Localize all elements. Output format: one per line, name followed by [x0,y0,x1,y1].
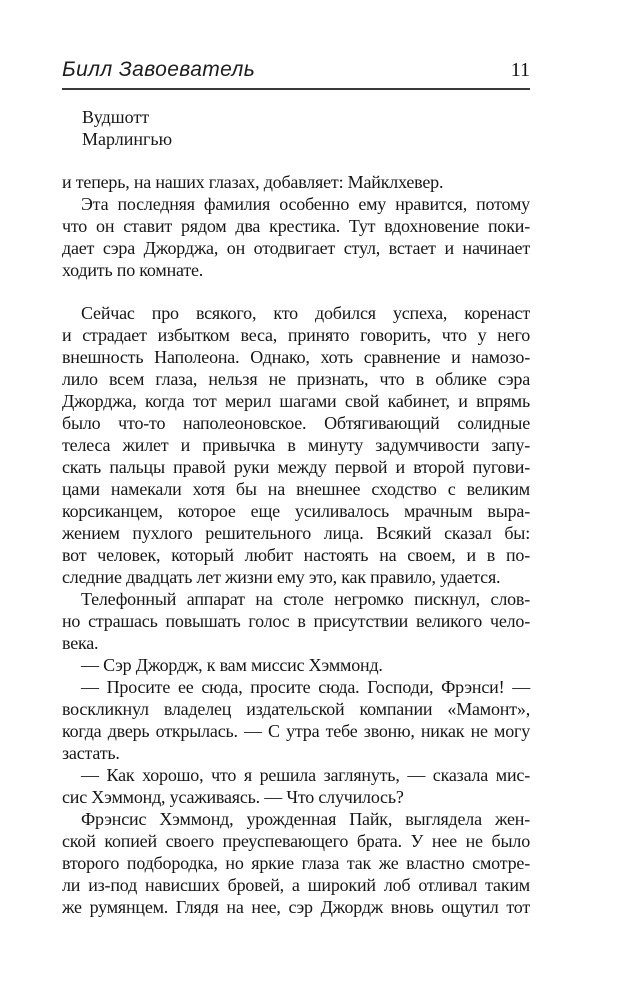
header-rule [62,88,530,90]
verse-line: Вудшотт [82,107,150,127]
paragraph [62,808,530,918]
paragraph [62,302,530,588]
text-line: телеса жилет и привычка в минуту задумчивости запу- [62,435,530,455]
text-line: цами намекали хотя бы на внешнее сходство с великим [62,479,530,499]
text-line: второго подбородка, но яркие глаза так же властно смотре- [62,853,530,873]
text-line: дает сэра Джорджа, он отодвигает стул, встает и начинает [62,238,530,258]
verse-block [62,106,530,150]
body-text [62,171,530,918]
text-line: следние двадцать лет жизни ему это, как правило, удается. [62,567,501,587]
text-line: корсиканцем, которое еще усиливалось мрачным выра- [62,501,530,521]
text-line: жением пухлого решительного лица. Всякий сказал бы: [62,523,530,543]
text-line: было что-то наполеоновское. Обтягивающий солидные [62,413,530,433]
text-line: и теперь, на наших глазах, добавляет: Майклхевер. [62,172,444,192]
text-line: когда дверь открылась. — С утра тебе звоню, никак не могу [62,721,530,741]
text-line: но страшась повышать голос в присутствии великого чело- [62,611,530,631]
text-line: скать пальцы правой руки между первой и второй пугови- [62,457,530,477]
text-line: Телефонный аппарат на столе негромко пискнул, слов- [81,589,530,609]
paragraph [62,193,530,281]
text-line: Сейчас про всякого, кто добился успеха, коренаст [81,303,530,323]
text-line: — Просите ее сюда, просите сюда. Господи, Фрэнси! — [81,677,530,697]
text-line: внешность Наполеона. Однако, хоть сравнение и намозо- [62,347,530,367]
text-line: что он ставит рядом два крестика. Тут вдохновение поки- [62,216,530,236]
text-line: Эта последняя фамилия особенно ему нравится, потому [81,194,530,214]
paragraph [62,654,530,676]
text-line: же румянцем. Глядя на нее, сэр Джордж вновь ощутил тот [62,897,530,917]
text-line: — Как хорошо, что я решила заглянуть, — сказала мис- [81,765,530,785]
running-title: Билл Завоеватель [62,58,256,81]
text-line: века. [62,633,99,653]
text-line: и страдает избытком веса, принято говорить, что у него [62,325,530,345]
text-line: воскликнул владелец издательской компании «Мамонт», [62,699,530,719]
text-line: — Сэр Джордж, к вам миссис Хэммонд. [81,655,383,675]
paragraph [62,171,530,193]
paragraph [62,588,530,654]
text-line: сис Хэммонд, усаживаясь. — Что случилось? [62,787,404,807]
text-line: ходить по комнате. [62,260,204,280]
text-line: вот человек, который любит настоять на своем, и в по- [62,545,530,565]
verse-line: Марлингью [82,129,173,149]
text-line: Джорджа, когда тот мерил шагами свой кабинет, и впрямь [62,391,530,411]
running-header [62,58,530,88]
text-line: лило всем глаза, нельзя не признать, что в облике сэра [62,369,530,389]
text-line: застать. [62,743,120,763]
text-line: Фрэнсис Хэммонд, урожденная Пайк, выглядела жен- [81,809,530,829]
paragraph [62,764,530,808]
text-line: ли из-под нависших бровей, а широкий лоб отливал таким [62,875,530,895]
page-number: 11 [510,59,530,81]
text-line: ской копией своего преуспевающего брата. У нее не было [62,831,530,851]
paragraph [62,676,530,764]
